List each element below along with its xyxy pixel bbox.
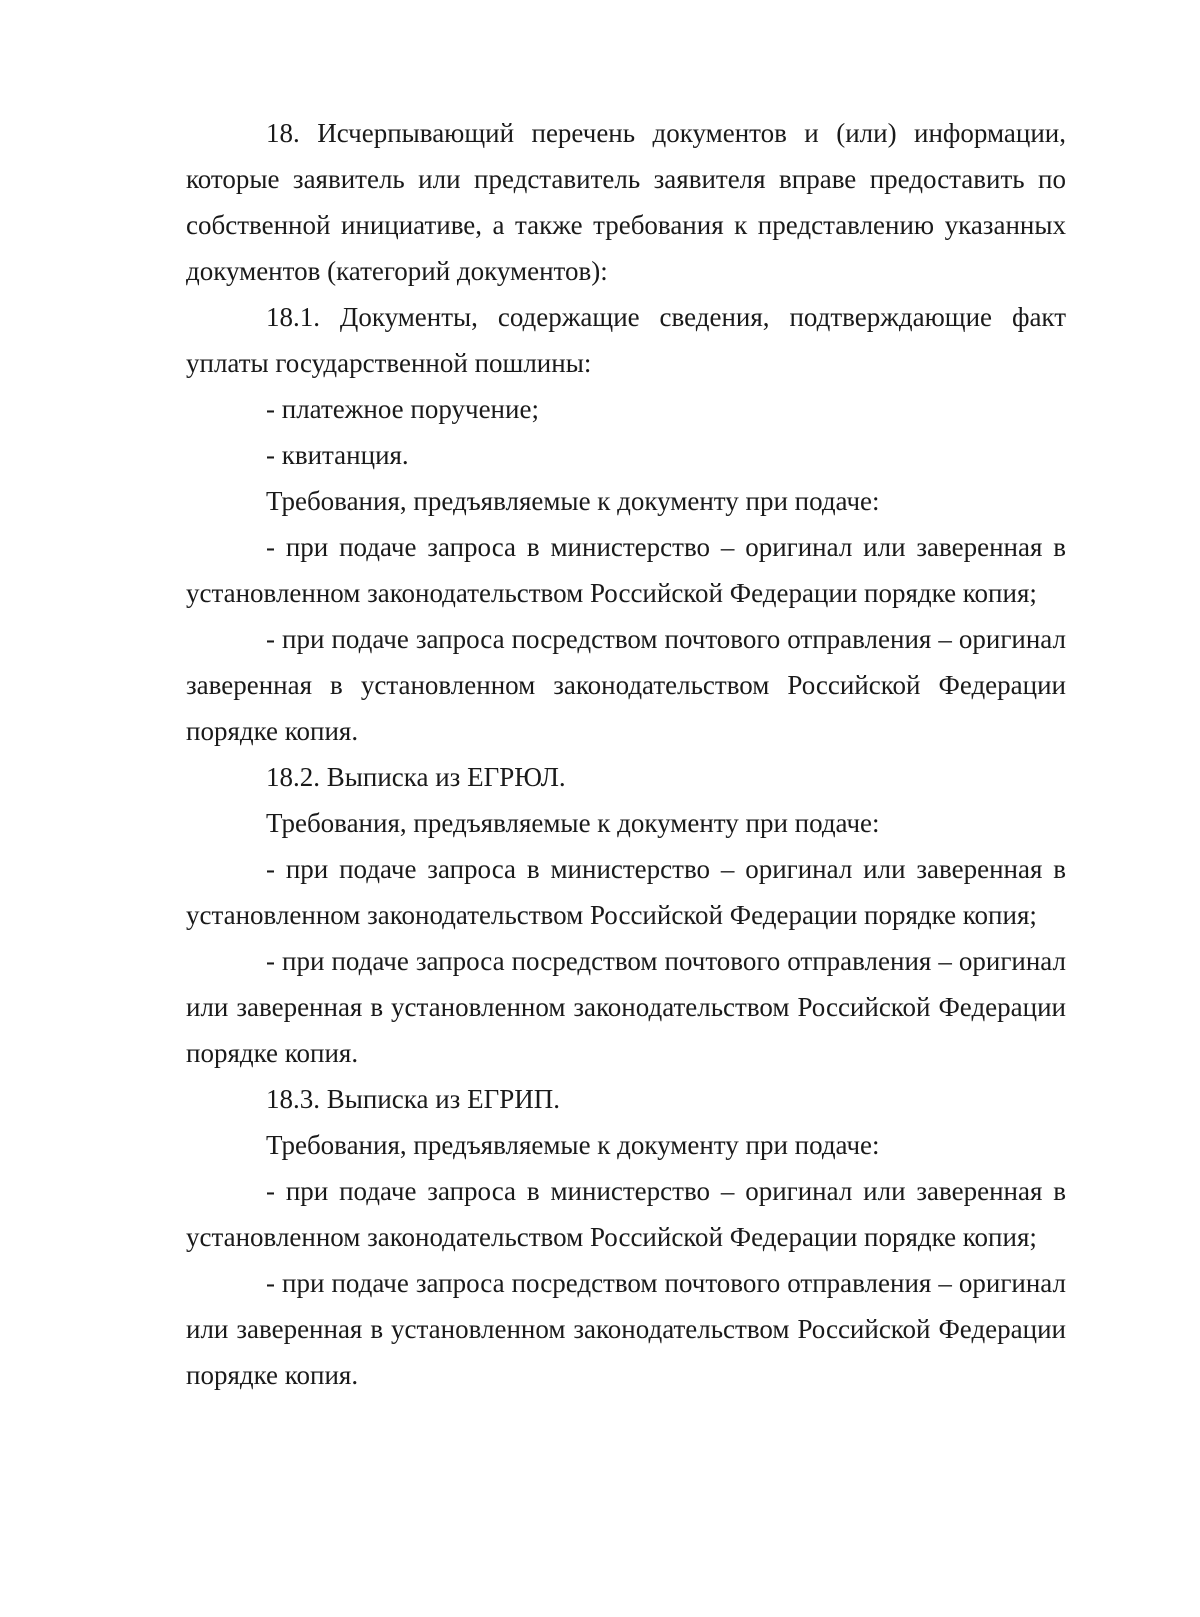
paragraph-18-2-heading: 18.2. Выписка из ЕГРЮЛ. <box>266 762 566 792</box>
requirements-label-2: Требования, предъявляемые к документу при подаче: <box>266 808 880 838</box>
requirements-label-3: Требования, предъявляемые к документу при подаче: <box>266 1130 880 1160</box>
requirements-label-1: Требования, предъявляемые к документу при подаче: <box>266 486 880 516</box>
requirement-post-2: - при подаче запроса посредством почтового отправления – оригинал или заверенная в установленном законодательством Российской Федерации порядке копия. <box>186 946 1066 1068</box>
requirement-post-3: - при подаче запроса посредством почтового отправления – оригинал или заверенная в установленном законодательством Российской Федерации порядке копия. <box>186 1268 1066 1390</box>
list-item-receipt: - квитанция. <box>266 440 409 470</box>
requirement-ministry-1: - при подаче запроса в министерство – оригинал или заверенная в установленном законодательством Российской Федерации порядке копия; <box>186 532 1066 608</box>
requirement-ministry-2: - при подаче запроса в министерство – оригинал или заверенная в установленном законодательством Российской Федерации порядке копия; <box>186 854 1066 930</box>
paragraph-18-heading: 18. Исчерпывающий перечень документов и (или) информации, которые заявитель или представитель заявителя вправе предоставить по собственной инициативе, а также требования к представлению указанных документов (категорий документов): <box>186 118 1066 286</box>
requirement-post-1: - при подаче запроса посредством почтового отправления – оригинал заверенная в установленном законодательством Российской Федерации порядке копия. <box>186 624 1066 746</box>
requirement-ministry-3: - при подаче запроса в министерство – оригинал или заверенная в установленном законодательством Российской Федерации порядке копия; <box>186 1176 1066 1252</box>
paragraph-18-3-heading: 18.3. Выписка из ЕГРИП. <box>266 1084 560 1114</box>
document-body <box>186 110 1066 1398</box>
paragraph-18-1-heading: 18.1. Документы, содержащие сведения, подтверждающие факт уплаты государственной пошлины: <box>186 302 1066 378</box>
list-item-payment-order: - платежное поручение; <box>266 394 539 424</box>
